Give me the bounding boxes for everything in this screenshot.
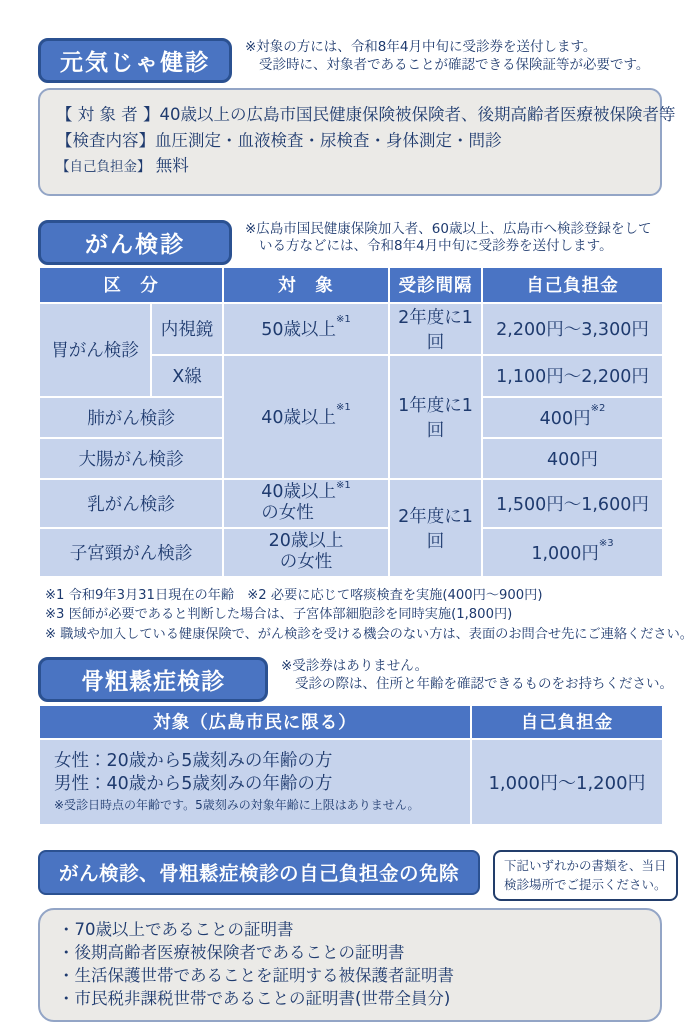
gan-note-line1: ※広島市国民健康保険加入者、60歳以上、広島市へ検診登録をして — [245, 220, 652, 237]
gan-section-header — [38, 220, 662, 265]
cancer-table-footnotes — [45, 586, 693, 645]
genki-target-line — [56, 105, 676, 124]
exemption-item-1: ・70歳以上であることの証明書 — [58, 920, 294, 940]
cell-lung-cancer: 肺がん検診 — [39, 397, 223, 438]
table-row — [39, 739, 663, 825]
table-header-row — [39, 705, 663, 739]
osteo-target-cell — [39, 739, 471, 825]
exemption-side-line2: 検診場所でご提示ください。 — [504, 876, 667, 892]
exemption-side-line1: 下記いずれかの書類を、当日 — [504, 857, 667, 873]
cell-colon-cancer: 大腸がん検診 — [39, 438, 223, 479]
table-row — [39, 528, 663, 577]
age40-text: 40歳以上 — [261, 408, 337, 428]
osteo-header-cost: 自己負担金 — [471, 705, 663, 739]
cell-cost-breast: 1,500円～1,600円 — [482, 479, 663, 528]
genki-fee-line — [56, 158, 644, 175]
breast-age-line1: 40歳以上 — [261, 481, 337, 502]
osteo-target-note: ※受診日時点の年齢です。5歳刻みの対象年齢に上限はありません。 — [54, 797, 420, 812]
footnote-1: ※1 令和9年3月31日現在の年齢 ※2 必要に応じて喀痰検査を実施(400円～900円) — [45, 587, 543, 603]
exemption-badge: がん検診、骨粗鬆症検診の自己負担金の免除 — [38, 850, 480, 895]
osteo-note — [281, 657, 673, 694]
cell-age50 — [223, 303, 389, 355]
osteo-header-target: 対象（広島市民に限る） — [39, 705, 471, 739]
genki-fee-label: 【自己負担金】 — [56, 159, 151, 175]
osteo-section — [38, 657, 673, 826]
table-row — [39, 303, 663, 355]
cell-cervical-age — [223, 528, 389, 577]
genki-fee-value: 無料 — [155, 156, 189, 175]
osteo-section-header — [38, 657, 673, 702]
exemption-section-header — [38, 850, 667, 902]
cost-cervical-text: 1,000円 — [531, 543, 599, 564]
footnote-3: ※ 職域や加入している健康保険で、がん検診を受ける機会のない方は、表面のお問合せ先にご連絡ください。 — [45, 627, 693, 643]
gan-note — [245, 220, 652, 257]
exemption-section — [38, 850, 667, 1022]
breast-age-line2: の女性 — [261, 503, 314, 523]
cell-cost-endoscope: 2,200円～3,300円 — [482, 303, 663, 355]
genki-info-box — [38, 88, 676, 196]
osteo-badge: 骨粗鬆症検診 — [38, 657, 268, 702]
cost-lung-text: 400円 — [539, 408, 591, 429]
cell-cost-lung — [482, 397, 663, 438]
breast-age-block — [261, 479, 351, 525]
cell-interval-2y-a: 2年度に1回 — [389, 303, 482, 355]
header-kubun: 区 分 — [39, 267, 223, 303]
cell-xray: X線 — [151, 355, 223, 397]
osteo-note-line2: 受診の際は、住所と年齢を確認できるものをお持ちください。 — [295, 675, 673, 692]
exemption-item-4: ・市民税非課税世帯であることの証明書(世帯全員分) — [58, 988, 451, 1008]
table-header-row — [39, 267, 663, 303]
gan-note-line2: いる方などには、令和8年4月中旬に受診券を送付します。 — [259, 238, 613, 255]
exemption-item-2: ・後期高齢者医療被保険者であることの証明書 — [58, 943, 405, 963]
breast-age-footnote-mark: ※1 — [336, 479, 351, 491]
genki-exam-line — [56, 130, 644, 150]
genki-note-line1: ※対象の方には、令和8年4月中旬に受診券を送付します。 — [245, 39, 597, 55]
osteo-cost-cell: 1,000円～1,200円 — [471, 739, 663, 825]
footnote-2: ※3 医師が必要であると判断した場合は、子宮体部細胞診を同時実施(1,800円) — [45, 607, 513, 623]
genki-exam-label: 【検査内容】 — [56, 130, 155, 150]
osteo-note-line1: ※受診券はありません。 — [281, 657, 429, 674]
cell-cervical-cancer: 子宮頸がん検診 — [39, 528, 223, 577]
cell-cost-colon: 400円 — [482, 438, 663, 479]
cell-cost-xray: 1,100円～2,200円 — [482, 355, 663, 397]
osteo-target-line2: 男性：40歳から5歳刻みの年齢の方 — [54, 774, 333, 795]
genki-target-label: 【 対 象 者 】 — [56, 105, 160, 124]
age50-footnote-mark: ※1 — [336, 314, 351, 325]
cell-breast-cancer: 乳がん検診 — [39, 479, 223, 528]
table-row — [39, 479, 663, 528]
header-kankaku: 受診間隔 — [389, 267, 482, 303]
age40-footnote-mark: ※1 — [336, 402, 351, 413]
osteoporosis-table — [38, 704, 664, 826]
cell-interval-1y: 1年度に1回 — [389, 355, 482, 479]
genki-note — [245, 38, 649, 75]
cost-cervical-footnote-mark: ※3 — [598, 537, 614, 549]
genki-target-value: 40歳以上の広島市国民健康保険被保険者、後期高齢者医療被保険者等 — [159, 105, 676, 124]
gan-section — [38, 220, 693, 645]
osteo-target-line1: 女性：20歳から5歳刻みの年齢の方 — [54, 751, 333, 772]
cell-stomach-cancer: 胃がん検診 — [39, 303, 151, 397]
cervical-age-line1: 20歳以上 — [268, 530, 344, 551]
exemption-item-3: ・生活保護世帯であることを証明する被保護者証明書 — [58, 965, 454, 985]
header-taisho: 対 象 — [223, 267, 389, 303]
header-futan: 自己負担金 — [482, 267, 663, 303]
genki-section-header — [38, 38, 662, 83]
cervical-age-block — [269, 531, 344, 574]
exemption-side-note — [493, 850, 678, 902]
genki-exam-value: 血圧測定・血液検査・尿検査・身体測定・問診 — [155, 130, 502, 150]
cell-cost-cervical — [482, 528, 663, 577]
genki-note-line2: 受診時に、対象者であることが確認できる保険証等が必要です。 — [259, 56, 650, 73]
cell-breast-age — [223, 479, 389, 528]
cancer-screening-table — [38, 266, 664, 578]
cervical-age-line2: の女性 — [279, 552, 333, 572]
exemption-list-box — [38, 908, 662, 1022]
cell-endoscope: 内視鏡 — [151, 303, 223, 355]
cell-interval-2y-b: 2年度に1回 — [389, 479, 482, 577]
cost-lung-footnote-mark: ※2 — [590, 402, 606, 414]
gan-badge: がん検診 — [38, 220, 232, 265]
genki-badge: 元気じゃ健診 — [38, 38, 232, 83]
cell-age40 — [223, 355, 389, 479]
age50-text: 50歳以上 — [261, 320, 337, 340]
